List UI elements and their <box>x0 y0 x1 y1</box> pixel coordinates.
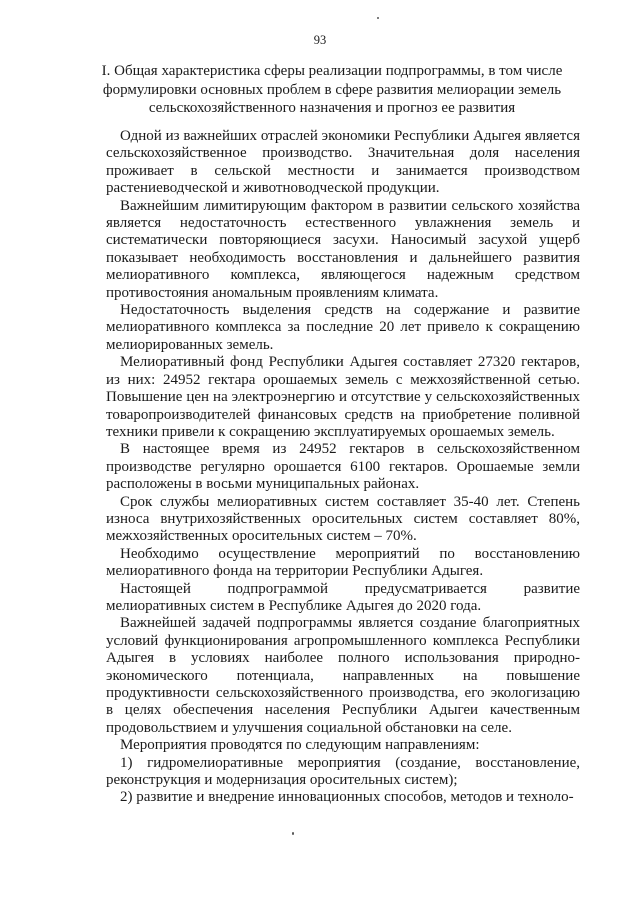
paragraph: Мелиоративный фонд Республики Адыгея составляет 27320 гектаров, из них: 24952 гектара орошаемых земель с межхозяйственной сетью. Повышение цен на электроэнергию и отсутствие у сельскохозяйственных товаропроизводителей финансовых средств на приобретение поливной техники привели к сокращению эксплуатируемых орошаемых земель. <box>106 354 580 440</box>
scan-speck <box>292 832 294 835</box>
paragraph: В настоящее время из 24952 гектаров в сельскохозяйственном производстве регулярно орошается 6100 гектаров. Орошаемые земли расположены в восьми муниципальных районах. <box>106 441 580 493</box>
page-number: 93 <box>313 33 327 47</box>
section-heading: I. Общая характеристика сферы реализации подпрограммы, в том числе формулировки основных проблем в сфере развития мелиорации земель сельскохозяйственного назначения и прогноз ее развития <box>101 63 563 116</box>
paragraph: Одной из важнейших отраслей экономики Республики Адыгея является сельскохозяйственное производство. Значительная доля населения проживает в сельской местности и занимается производством растениеводческой и животноводческой продукции. <box>106 128 580 197</box>
paragraph: Мероприятия проводятся по следующим направлениям: <box>120 737 480 754</box>
body-text <box>106 128 580 807</box>
paragraph: 2) развитие и внедрение инновационных способов, методов и техноло- <box>120 789 574 806</box>
paragraph: Важнейшим лимитирующим фактором в развитии сельского хозяйства является недостаточность естественного увлажнения земель и систематически повторяющиеся засухи. Наносимый засухой ущерб показывает необходимость восстановления и дальнейшего развития мелиоративного комплекса, являющегося надежным средством противостояния аномальным проявлениям климата. <box>106 197 580 301</box>
scan-speck <box>377 17 379 19</box>
paragraph: 1) гидромелиоративные мероприятия (создание, восстановление, реконструкция и модернизация оросительных систем); <box>106 754 580 789</box>
paragraph: Срок службы мелиоративных систем составляет 35-40 лет. Степень износа внутрихозяйственных оросительных систем составляет 80%, межхозяйственных оросительных систем – 70%. <box>106 493 580 545</box>
paragraph: Важнейшей задачей подпрограммы является создание благоприятных условий функционирования агропромышленного комплекса Республики Адыгея в условиях наиболее полного использования природно-экономического потенциала, направленных на повышение продуктивности сельскохозяйственного производства, его экологизацию в целях обеспечения населения Республики Адыгеи качественным продовольствием и улучшения социальной обстановки на селе. <box>106 615 580 736</box>
paragraph: Настоящей подпрограммой предусматривается развитие мелиоративных систем в Республике Адыгея до 2020 года. <box>106 580 580 614</box>
paragraph: Недостаточность выделения средств на содержание и развитие мелиоративного комплекса за последние 20 лет привело к сокращению мелиорированных земель. <box>106 302 580 353</box>
paragraph: Необходимо осуществление мероприятий по восстановлению мелиоративного фонда на территории Республики Адыгея. <box>106 545 580 580</box>
